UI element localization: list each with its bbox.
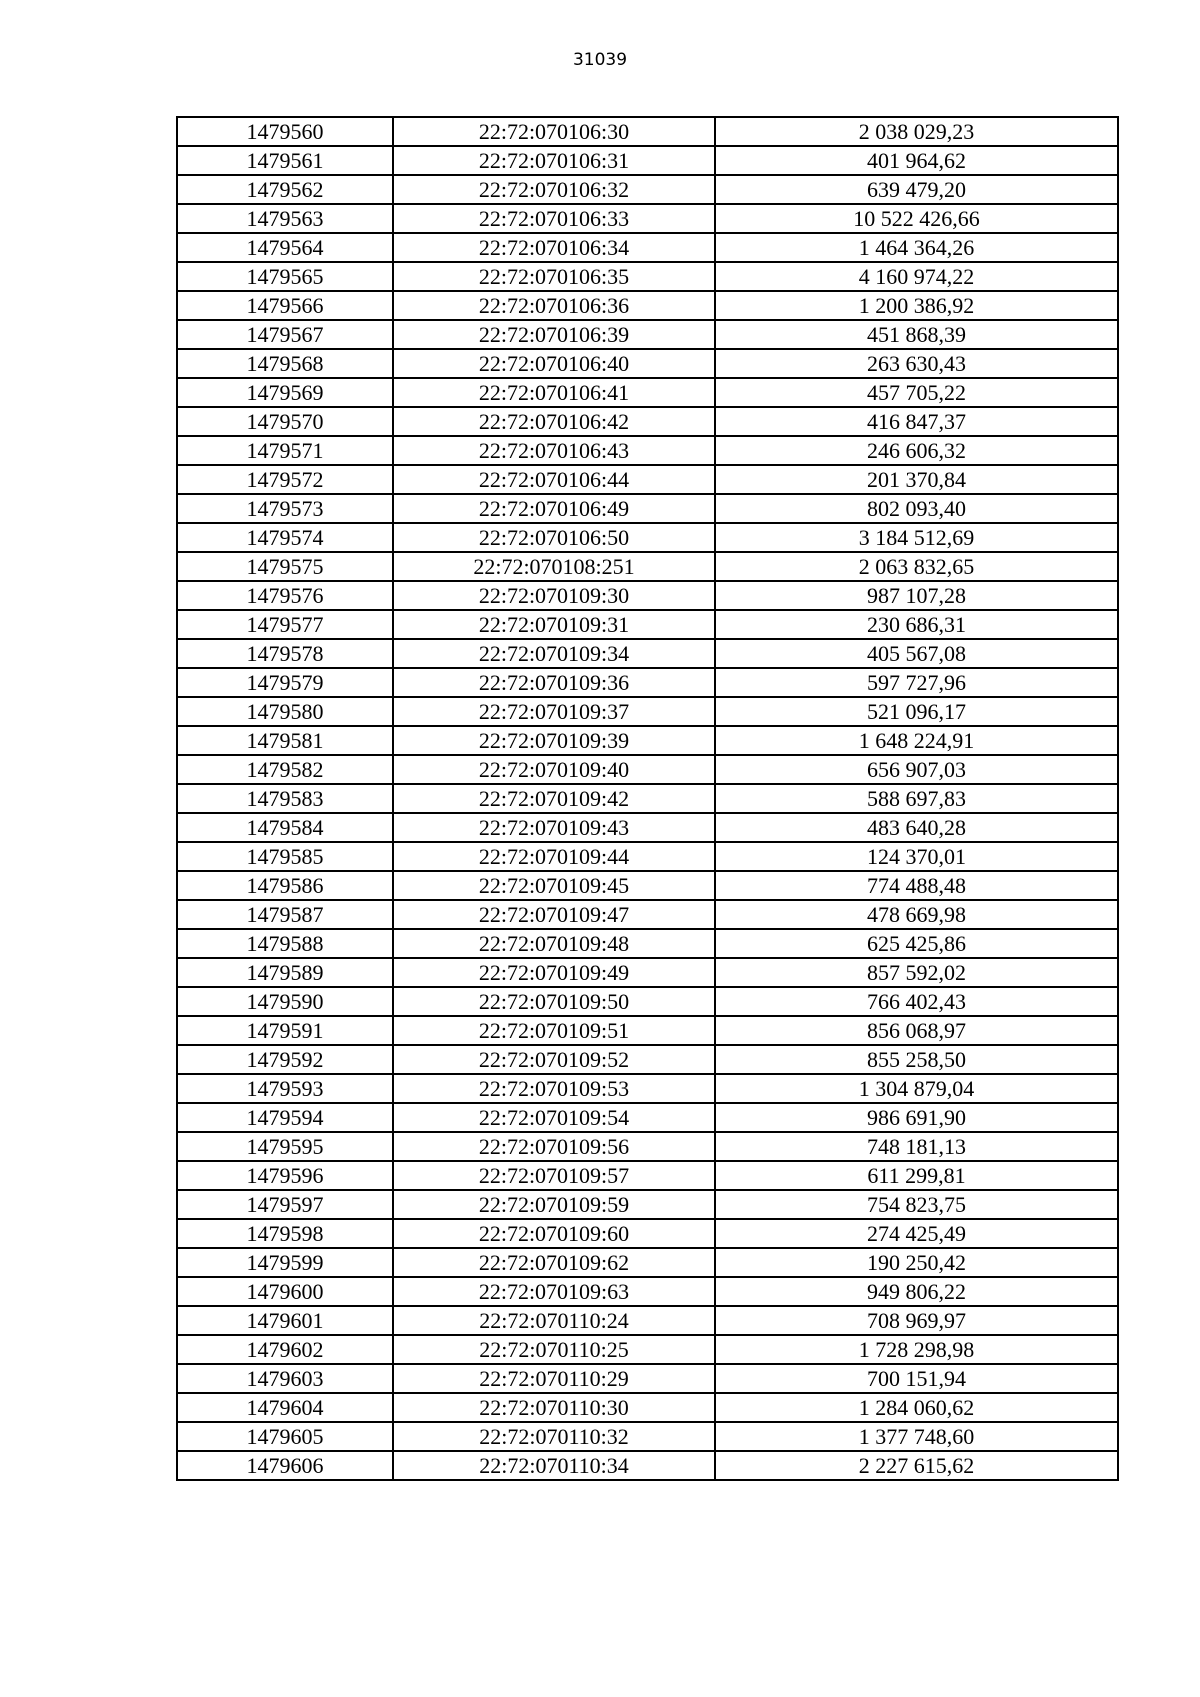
record-id-cell: 1479588: [177, 929, 393, 958]
table-row: [177, 1161, 1118, 1190]
cadastral-number-cell: 22:72:070109:37: [393, 697, 715, 726]
table-row: [177, 668, 1118, 697]
cadastral-number-cell: 22:72:070109:36: [393, 668, 715, 697]
record-id-cell: 1479569: [177, 378, 393, 407]
record-id-cell: 1479603: [177, 1364, 393, 1393]
record-id-cell: 1479590: [177, 987, 393, 1016]
value-cell: 700 151,94: [715, 1364, 1118, 1393]
table-row: [177, 349, 1118, 378]
cadastral-number-cell: 22:72:070110:30: [393, 1393, 715, 1422]
table-row: [177, 581, 1118, 610]
record-id-cell: 1479563: [177, 204, 393, 233]
record-id-cell: 1479591: [177, 1016, 393, 1045]
record-id-cell: 1479583: [177, 784, 393, 813]
value-cell: 521 096,17: [715, 697, 1118, 726]
table-row: [177, 262, 1118, 291]
record-id-cell: 1479568: [177, 349, 393, 378]
table-row: [177, 871, 1118, 900]
cadastral-number-cell: 22:72:070109:57: [393, 1161, 715, 1190]
record-id-cell: 1479579: [177, 668, 393, 697]
cadastral-number-cell: 22:72:070109:60: [393, 1219, 715, 1248]
table-row: [177, 1306, 1118, 1335]
table-row: [177, 1364, 1118, 1393]
cadastral-number-cell: 22:72:070109:34: [393, 639, 715, 668]
value-cell: 625 425,86: [715, 929, 1118, 958]
record-id-cell: 1479582: [177, 755, 393, 784]
record-id-cell: 1479580: [177, 697, 393, 726]
record-id-cell: 1479604: [177, 1393, 393, 1422]
table-row: [177, 1248, 1118, 1277]
cadastral-number-cell: 22:72:070106:36: [393, 291, 715, 320]
table-row: [177, 291, 1118, 320]
value-cell: 856 068,97: [715, 1016, 1118, 1045]
record-id-cell: 1479585: [177, 842, 393, 871]
table-row: [177, 929, 1118, 958]
value-cell: 405 567,08: [715, 639, 1118, 668]
cadastral-number-cell: 22:72:070110:32: [393, 1422, 715, 1451]
value-cell: 708 969,97: [715, 1306, 1118, 1335]
cadastral-number-cell: 22:72:070109:59: [393, 1190, 715, 1219]
table-row: [177, 1045, 1118, 1074]
table-row: [177, 697, 1118, 726]
record-id-cell: 1479595: [177, 1132, 393, 1161]
cadastral-number-cell: 22:72:070106:31: [393, 146, 715, 175]
cadastral-number-cell: 22:72:070109:49: [393, 958, 715, 987]
cadastral-number-cell: 22:72:070109:62: [393, 1248, 715, 1277]
value-cell: 2 227 615,62: [715, 1451, 1118, 1480]
value-cell: 457 705,22: [715, 378, 1118, 407]
table-row: [177, 465, 1118, 494]
cadastral-number-cell: 22:72:070109:43: [393, 813, 715, 842]
record-id-cell: 1479597: [177, 1190, 393, 1219]
cadastral-number-cell: 22:72:070108:251: [393, 552, 715, 581]
cadastral-number-cell: 22:72:070106:41: [393, 378, 715, 407]
cadastral-number-cell: 22:72:070109:63: [393, 1277, 715, 1306]
value-cell: 949 806,22: [715, 1277, 1118, 1306]
value-cell: 190 250,42: [715, 1248, 1118, 1277]
record-id-cell: 1479578: [177, 639, 393, 668]
record-id-cell: 1479584: [177, 813, 393, 842]
value-cell: 802 093,40: [715, 494, 1118, 523]
cadastral-number-cell: 22:72:070109:48: [393, 929, 715, 958]
page-number: 31039: [572, 50, 628, 70]
cadastral-number-cell: 22:72:070106:43: [393, 436, 715, 465]
table-row: [177, 1219, 1118, 1248]
record-id-cell: 1479589: [177, 958, 393, 987]
table-row: [177, 233, 1118, 262]
record-id-cell: 1479576: [177, 581, 393, 610]
cadastral-number-cell: 22:72:070106:35: [393, 262, 715, 291]
value-cell: 986 691,90: [715, 1103, 1118, 1132]
table-row: [177, 1074, 1118, 1103]
cadastral-number-cell: 22:72:070110:34: [393, 1451, 715, 1480]
value-cell: 401 964,62: [715, 146, 1118, 175]
value-cell: 656 907,03: [715, 755, 1118, 784]
record-id-cell: 1479587: [177, 900, 393, 929]
value-cell: 611 299,81: [715, 1161, 1118, 1190]
record-id-cell: 1479593: [177, 1074, 393, 1103]
cadastral-number-cell: 22:72:070109:45: [393, 871, 715, 900]
table-row: [177, 639, 1118, 668]
table-row: [177, 1393, 1118, 1422]
value-cell: 588 697,83: [715, 784, 1118, 813]
table-row: [177, 1277, 1118, 1306]
cadastral-number-cell: 22:72:070109:44: [393, 842, 715, 871]
value-cell: 451 868,39: [715, 320, 1118, 349]
record-id-cell: 1479560: [177, 117, 393, 146]
value-cell: 1 377 748,60: [715, 1422, 1118, 1451]
table-row: [177, 842, 1118, 871]
table-row: [177, 813, 1118, 842]
record-id-cell: 1479564: [177, 233, 393, 262]
value-cell: 1 464 364,26: [715, 233, 1118, 262]
value-cell: 1 648 224,91: [715, 726, 1118, 755]
table-row: [177, 204, 1118, 233]
table-row: [177, 900, 1118, 929]
value-cell: 124 370,01: [715, 842, 1118, 871]
value-cell: 987 107,28: [715, 581, 1118, 610]
value-cell: 230 686,31: [715, 610, 1118, 639]
record-id-cell: 1479577: [177, 610, 393, 639]
cadastral-number-cell: 22:72:070109:50: [393, 987, 715, 1016]
record-id-cell: 1479586: [177, 871, 393, 900]
cadastral-number-cell: 22:72:070109:54: [393, 1103, 715, 1132]
cadastral-number-cell: 22:72:070110:29: [393, 1364, 715, 1393]
record-id-cell: 1479596: [177, 1161, 393, 1190]
record-id-cell: 1479598: [177, 1219, 393, 1248]
table-row: [177, 378, 1118, 407]
table-row: [177, 1190, 1118, 1219]
record-id-cell: 1479605: [177, 1422, 393, 1451]
table-row: [177, 755, 1118, 784]
table-row: [177, 552, 1118, 581]
record-id-cell: 1479561: [177, 146, 393, 175]
cadastral-number-cell: 22:72:070106:42: [393, 407, 715, 436]
cadastral-number-cell: 22:72:070110:24: [393, 1306, 715, 1335]
value-cell: 3 184 512,69: [715, 523, 1118, 552]
cadastral-number-cell: 22:72:070109:47: [393, 900, 715, 929]
record-id-cell: 1479572: [177, 465, 393, 494]
value-cell: 857 592,02: [715, 958, 1118, 987]
record-id-cell: 1479573: [177, 494, 393, 523]
value-cell: 1 728 298,98: [715, 1335, 1118, 1364]
record-id-cell: 1479565: [177, 262, 393, 291]
value-cell: 416 847,37: [715, 407, 1118, 436]
record-id-cell: 1479594: [177, 1103, 393, 1132]
value-cell: 201 370,84: [715, 465, 1118, 494]
record-id-cell: 1479570: [177, 407, 393, 436]
record-id-cell: 1479571: [177, 436, 393, 465]
record-id-cell: 1479592: [177, 1045, 393, 1074]
cadastral-number-cell: 22:72:070106:34: [393, 233, 715, 262]
value-cell: 748 181,13: [715, 1132, 1118, 1161]
cadastral-number-cell: 22:72:070106:44: [393, 465, 715, 494]
table-row: [177, 146, 1118, 175]
record-id-cell: 1479601: [177, 1306, 393, 1335]
table-row: [177, 987, 1118, 1016]
cadastral-number-cell: 22:72:070109:52: [393, 1045, 715, 1074]
table-row: [177, 1016, 1118, 1045]
record-id-cell: 1479600: [177, 1277, 393, 1306]
table-row: [177, 436, 1118, 465]
value-cell: 263 630,43: [715, 349, 1118, 378]
record-id-cell: 1479566: [177, 291, 393, 320]
table-row: [177, 610, 1118, 639]
value-cell: 4 160 974,22: [715, 262, 1118, 291]
cadastral-number-cell: 22:72:070110:25: [393, 1335, 715, 1364]
table-row: [177, 175, 1118, 204]
value-cell: 2 063 832,65: [715, 552, 1118, 581]
record-id-cell: 1479567: [177, 320, 393, 349]
record-id-cell: 1479562: [177, 175, 393, 204]
table-row: [177, 1422, 1118, 1451]
value-cell: 483 640,28: [715, 813, 1118, 842]
cadastral-number-cell: 22:72:070109:30: [393, 581, 715, 610]
data-table: [176, 116, 1119, 1481]
cadastral-number-cell: 22:72:070106:39: [393, 320, 715, 349]
table-row: [177, 1451, 1118, 1480]
cadastral-number-cell: 22:72:070109:56: [393, 1132, 715, 1161]
value-cell: 1 284 060,62: [715, 1393, 1118, 1422]
cadastral-number-cell: 22:72:070106:32: [393, 175, 715, 204]
table-row: [177, 117, 1118, 146]
cadastral-number-cell: 22:72:070106:30: [393, 117, 715, 146]
cadastral-number-cell: 22:72:070109:39: [393, 726, 715, 755]
cadastral-number-cell: 22:72:070106:40: [393, 349, 715, 378]
record-id-cell: 1479581: [177, 726, 393, 755]
value-cell: 1 200 386,92: [715, 291, 1118, 320]
record-id-cell: 1479606: [177, 1451, 393, 1480]
value-cell: 754 823,75: [715, 1190, 1118, 1219]
table-row: [177, 958, 1118, 987]
value-cell: 2 038 029,23: [715, 117, 1118, 146]
table-row: [177, 523, 1118, 552]
table-row: [177, 320, 1118, 349]
cadastral-number-cell: 22:72:070109:40: [393, 755, 715, 784]
value-cell: 10 522 426,66: [715, 204, 1118, 233]
table-row: [177, 1103, 1118, 1132]
record-id-cell: 1479602: [177, 1335, 393, 1364]
table-body: [177, 117, 1118, 1480]
cadastral-number-cell: 22:72:070109:31: [393, 610, 715, 639]
record-id-cell: 1479599: [177, 1248, 393, 1277]
table-row: [177, 784, 1118, 813]
table-row: [177, 407, 1118, 436]
table-row: [177, 494, 1118, 523]
record-id-cell: 1479574: [177, 523, 393, 552]
cadastral-number-cell: 22:72:070109:42: [393, 784, 715, 813]
value-cell: 274 425,49: [715, 1219, 1118, 1248]
record-id-cell: 1479575: [177, 552, 393, 581]
value-cell: 766 402,43: [715, 987, 1118, 1016]
value-cell: 639 479,20: [715, 175, 1118, 204]
value-cell: 774 488,48: [715, 871, 1118, 900]
cadastral-number-cell: 22:72:070109:51: [393, 1016, 715, 1045]
value-cell: 1 304 879,04: [715, 1074, 1118, 1103]
cadastral-number-cell: 22:72:070109:53: [393, 1074, 715, 1103]
cadastral-number-cell: 22:72:070106:50: [393, 523, 715, 552]
value-cell: 246 606,32: [715, 436, 1118, 465]
table-row: [177, 1132, 1118, 1161]
value-cell: 597 727,96: [715, 668, 1118, 697]
cadastral-number-cell: 22:72:070106:49: [393, 494, 715, 523]
value-cell: 478 669,98: [715, 900, 1118, 929]
value-cell: 855 258,50: [715, 1045, 1118, 1074]
table-row: [177, 726, 1118, 755]
cadastral-number-cell: 22:72:070106:33: [393, 204, 715, 233]
table-row: [177, 1335, 1118, 1364]
